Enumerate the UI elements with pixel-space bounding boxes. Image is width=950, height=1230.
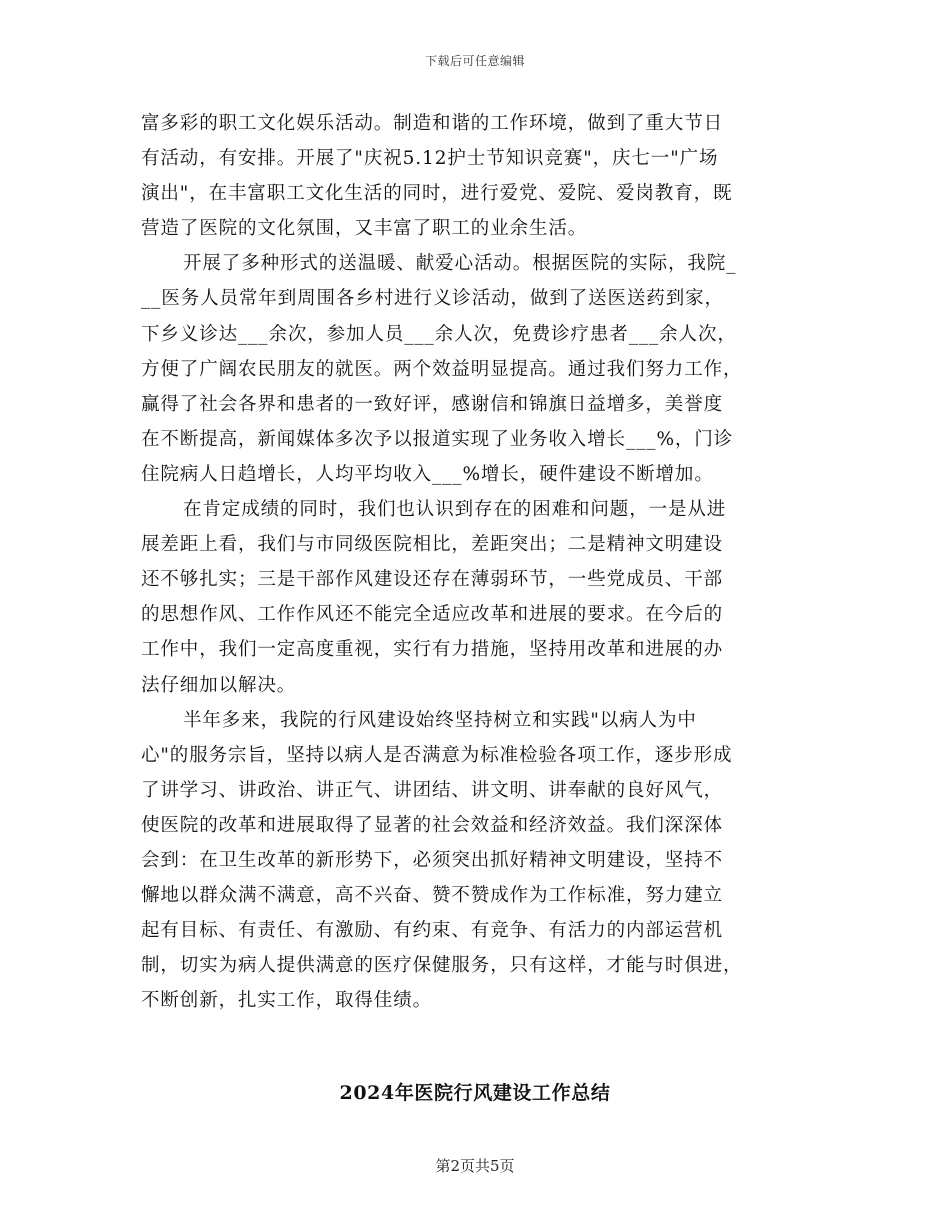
text-line: 工作中，我们一定高度重视，实行有力措施，坚持用改革和进展的办 (141, 639, 724, 661)
document-body (141, 106, 813, 1018)
text-line: 使医院的改革和进展取得了显著的社会效益和经济效益。我们深深体 (141, 814, 724, 836)
text-line: 在不断提高，新闻媒体多次予以报道实现了业务收入增长___%，门诊 (141, 428, 734, 450)
text-line: __医务人员常年到周围各乡村进行义诊活动，做到了送医送药到家， (141, 288, 724, 310)
text-line: 了讲学习、讲政治、讲正气、讲团结、讲文明、讲奉献的良好风气， (141, 779, 724, 801)
text-line: 展差距上看，我们与市同级医院相比，差距突出；二是精神文明建设 (141, 534, 724, 556)
page-number-footer: 第2页共5页 (435, 1157, 515, 1175)
text-line: 有活动，有安排。开展了"庆祝5.12护士节知识竞赛"，庆七一"广场 (141, 148, 719, 170)
section-title: 2024年医院行风建设工作总结 (339, 1082, 611, 1104)
paragraph-start-line: 半年多来，我院的行风建设始终坚持树立和实践"以病人为中 (183, 709, 697, 731)
text-line: 富多彩的职工文化娱乐活动。制造和谐的工作环境，做到了重大节日 (141, 113, 724, 134)
text-line: 制，切实为病人提供满意的医疗保健服务，只有这样，才能与时俱进， (141, 955, 743, 977)
text-line: 法仔细加以解决。 (141, 674, 297, 696)
text-line: 住院病人日趋增长，人均平均收入___%增长，硬件建设不断增加。 (141, 463, 714, 485)
paragraph-start-line: 在肯定成绩的同时，我们也认识到存在的困难和问题，一是从进 (183, 499, 727, 521)
paragraph-start-line: 开展了多种形式的送温暖、献爱心活动。根据医院的实际，我院_ (183, 253, 737, 275)
text-line: 会到：在卫生改革的新形势下，必须突出抓好精神文明建设，坚持不 (141, 849, 724, 871)
text-line: 下乡义诊达___余次，参加人员___余人次，免费诊疗患者___余人次， (141, 323, 737, 345)
text-line: 不断创新，扎实工作，取得佳绩。 (141, 990, 433, 1012)
text-line: 心"的服务宗旨，坚持以病人是否满意为标准检验各项工作，逐步形成 (141, 744, 733, 766)
page-header: 下载后可任意编辑 (424, 54, 525, 68)
text-line: 方便了广阔农民朋友的就医。两个效益明显提高。通过我们努力工作， (141, 358, 743, 380)
text-line: 还不够扎实；三是干部作风建设还存在薄弱环节，一些党成员、干部 (141, 569, 724, 591)
text-line: 赢得了社会各界和患者的一致好评，感谢信和锦旗日益增多，美誉度 (141, 393, 724, 415)
text-line: 起有目标、有责任、有激励、有约束、有竞争、有活力的内部运营机 (141, 920, 724, 942)
text-line: 懈地以群众满不满意，高不兴奋、赞不赞成作为工作标准，努力建立 (141, 885, 724, 907)
text-line: 的思想作风、工作作风还不能完全适应改革和进展的要求。在今后的 (141, 604, 724, 626)
text-line: 营造了医院的文化氛围，又丰富了职工的业余生活。 (141, 218, 588, 240)
text-line: 演出"，在丰富职工文化生活的同时，进行爱党、爱院、爱岗教育，既 (141, 183, 733, 205)
